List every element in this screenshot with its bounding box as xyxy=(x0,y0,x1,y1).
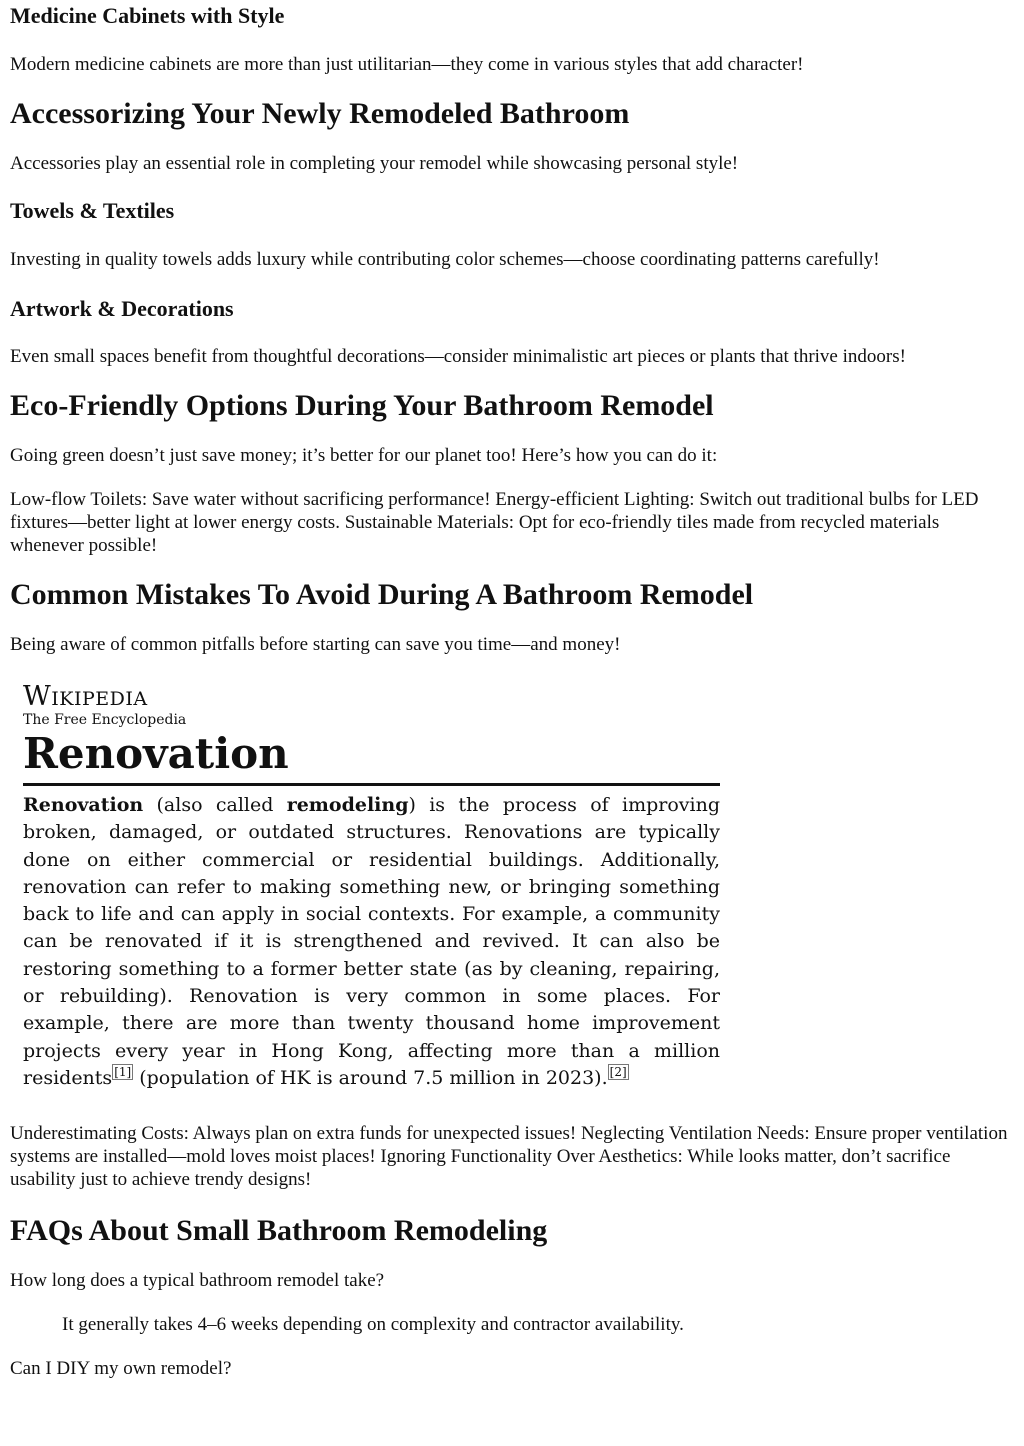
section-towels xyxy=(10,198,1014,271)
faq-answer: It generally takes 4–6 weeks depending on complexity and contractor availability. xyxy=(62,1314,684,1336)
article-term-alt: remodeling xyxy=(286,794,409,816)
section-list: Underestimating Costs: Always plan on extra funds for unexpected issues! Neglecting Ventilation Needs: Ensure proper ventilation systems are installed—mold loves moist places! Ignoring Functionality Over Aesthetics: While looks matter, don’t sacrifice usability just to achieve trendy designs! xyxy=(10,1123,1008,1191)
section-text: Even small spaces benefit from thoughtful decorations—consider minimalistic art pieces or plants that thrive indoors! xyxy=(10,346,906,367)
section-text: Accessories play an essential role in completing your remodel while showcasing personal style! xyxy=(10,153,739,174)
wikipedia-tagline: The Free Encyclopedia xyxy=(23,712,187,728)
section-intro: Going green doesn’t just save money; it’s better for our planet too! Here’s how you can do it: xyxy=(10,445,718,466)
section-eco-friendly xyxy=(10,388,1014,557)
article-text: (population of HK is around 7.5 million in 2023). xyxy=(133,1066,608,1089)
faq-question: How long does a typical bathroom remodel take? xyxy=(10,1270,385,1292)
section-text: Investing in quality towels adds luxury while contributing color schemes—choose coordinating patterns carefully! xyxy=(10,249,880,270)
section-list: Low-flow Toilets: Save water without sacrificing performance! Energy-efficient Lighting: Switch out traditional bulbs for LED fixtures—better light at lower energy costs. Sustainable Materials: Opt for eco-friendly tiles made from recycled materials whenever possible! xyxy=(10,489,979,556)
article-text: (also called xyxy=(143,794,287,816)
section-heading: Common Mistakes To Avoid During A Bathroom Remodel xyxy=(10,578,754,611)
section-heading: Eco-Friendly Options During Your Bathroom Remodel xyxy=(10,389,714,422)
section-faqs xyxy=(10,1213,1014,1380)
article-title: Renovation xyxy=(23,729,720,786)
reference-link-1[interactable]: [1] xyxy=(114,1064,132,1079)
reference-link-2[interactable]: [2] xyxy=(609,1064,627,1079)
section-heading: Artwork & Decorations xyxy=(10,296,234,321)
article-term: Renovation xyxy=(23,794,144,816)
article-text: ) is the process of improving broken, damaged, or outdated structures. Renovations are typically done on either commercial or residential buildings. Additionally, renovation can refer to making something new, or bringing something back to life and can apply in social contexts. For example, a community can be renovated if it is strengthened and revived. It can also be restoring something to a former better state (as by cleaning, repairing, or rebuilding). Renovation is very common in some places. For example, there are more than twenty thousand home improvement projects every year in Hong Kong, affecting more than a million residents xyxy=(23,794,720,1089)
faq-question: Can I DIY my own remodel? xyxy=(10,1358,232,1380)
section-mistakes-list xyxy=(10,1122,1014,1191)
section-artwork xyxy=(10,296,1014,368)
section-heading: Towels & Textiles xyxy=(10,198,175,223)
section-medicine-cabinets xyxy=(10,0,1014,76)
article-body xyxy=(23,792,720,1092)
section-heading: Medicine Cabinets with Style xyxy=(10,3,285,28)
section-text: Modern medicine cabinets are more than just utilitarian—they come in various styles that add character! xyxy=(10,54,804,75)
section-common-mistakes xyxy=(10,577,1014,656)
section-accessorizing xyxy=(10,96,1014,175)
wikipedia-embed xyxy=(23,682,720,1092)
section-intro: Being aware of common pitfalls before starting can save you time—and money! xyxy=(10,634,621,655)
wikipedia-logo: Wikipedia xyxy=(23,681,148,712)
section-heading: FAQs About Small Bathroom Remodeling xyxy=(10,1214,548,1248)
section-heading: Accessorizing Your Newly Remodeled Bathroom xyxy=(10,97,630,130)
